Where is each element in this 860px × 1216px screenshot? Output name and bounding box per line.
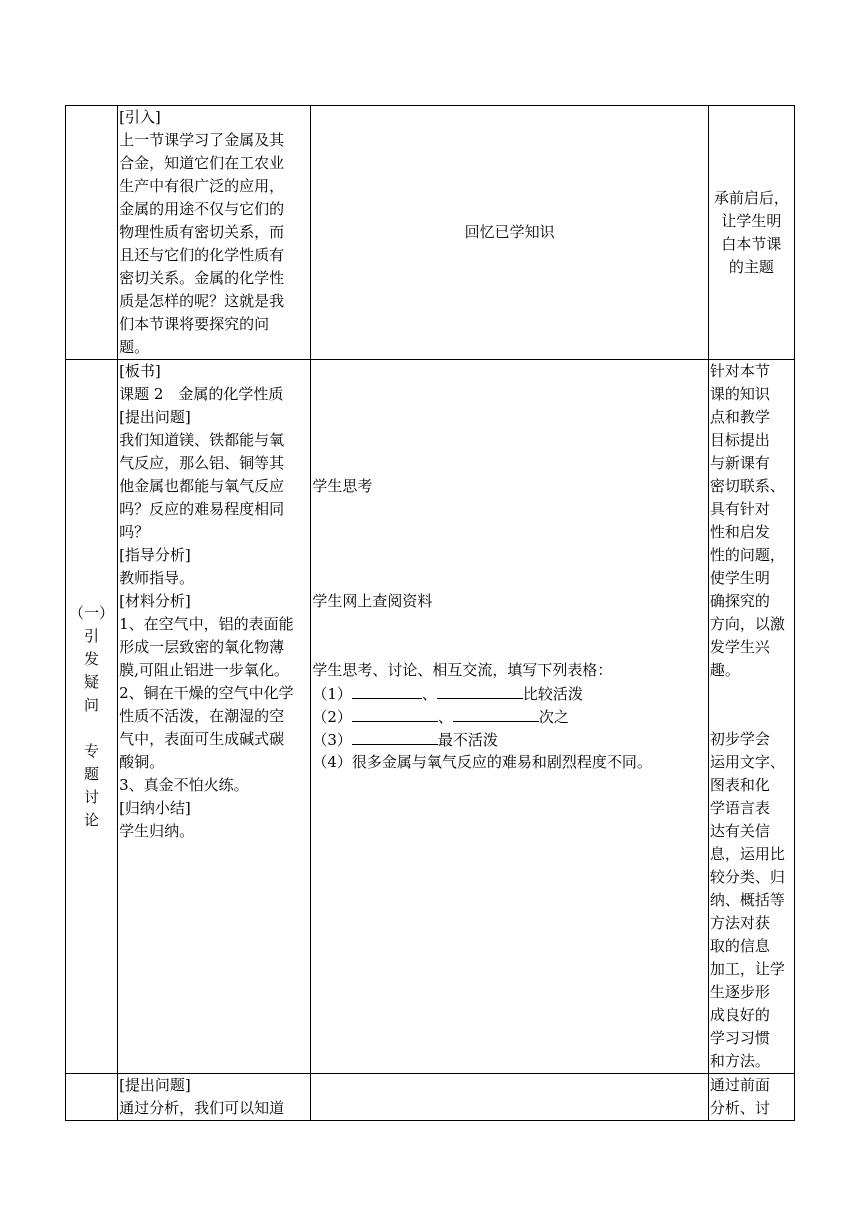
stage-cell-empty xyxy=(66,1074,118,1121)
text-line: 且还与它们的化学性质有 xyxy=(119,246,285,264)
item-suffix: 次之 xyxy=(538,708,569,726)
text-line: 课题 2 金属的化学性质 xyxy=(119,385,284,403)
stage-char: 疑 xyxy=(84,672,100,691)
design-intent-cell xyxy=(708,360,794,1074)
text-line: 2、铜在干燥的空气中化学 xyxy=(119,684,294,702)
student-activity-text: 回忆已学知识 xyxy=(464,223,555,241)
table-row xyxy=(66,106,795,360)
blank-field[interactable] xyxy=(352,728,438,745)
text-line: [提出问题] xyxy=(119,1076,191,1094)
design-intent-cell xyxy=(708,1074,794,1121)
text-line: 学语言表 xyxy=(709,799,770,817)
student-activity-cell xyxy=(311,1074,709,1121)
fill-item-4: （4）很多金属与氧气反应的难易和剧烈程度不同。 xyxy=(312,753,652,771)
text-line: 密切联系、 xyxy=(709,477,785,495)
text-line: 膜,可阻止铝进一步氧化。 xyxy=(119,661,289,679)
fill-item-3 xyxy=(312,728,498,752)
text-line: 成良好的 xyxy=(709,1006,770,1024)
text-line: 合金，知道它们在工农业 xyxy=(119,154,285,172)
text-line: 3、真金不怕火练。 xyxy=(119,776,249,794)
fill-item-2 xyxy=(312,705,569,729)
teacher-activity-cell xyxy=(118,106,311,360)
text-line: 运用文字、 xyxy=(709,753,785,771)
blank-field[interactable] xyxy=(352,682,422,699)
text-line: 让学生明 xyxy=(721,211,782,230)
text-line: 吗？ xyxy=(119,523,150,541)
text-line: 生逐步形 xyxy=(709,983,770,1001)
text-line: 纳、概括等 xyxy=(709,891,785,909)
text-line: 吗？反应的难易程度相同 xyxy=(119,500,285,518)
text-line: 上一节课学习了金属及其 xyxy=(119,131,285,149)
blank-field[interactable] xyxy=(437,682,523,699)
stage-char: 讨 xyxy=(84,787,100,806)
text-line: 息，运用比 xyxy=(709,845,785,863)
text-line: [提出问题] xyxy=(119,408,191,426)
text-line: 和方法。 xyxy=(709,1052,770,1070)
stage-char: 题 xyxy=(84,764,100,783)
text-line: 目标提出 xyxy=(709,431,770,449)
student-activity-cell xyxy=(311,106,709,360)
text-line: 使学生明 xyxy=(709,569,770,587)
text-line: 物理性质有密切关系，而 xyxy=(119,223,285,241)
stage-char: 专 xyxy=(84,741,100,760)
student-discuss-text: 学生思考、讨论、相互交流，填写下列表格： xyxy=(312,661,613,679)
text-line: 通过分析，我们可以知道 xyxy=(119,1099,285,1117)
item-sep: 、 xyxy=(421,685,437,703)
text-line: 性和启发 xyxy=(709,523,770,541)
text-line: 达有关信 xyxy=(709,822,770,840)
text-line: 取的信息 xyxy=(709,937,770,955)
text-line: 加工，让学 xyxy=(709,960,785,978)
blank-field[interactable] xyxy=(453,705,539,722)
item-suffix: 最不活泼 xyxy=(437,731,498,749)
text-line: [归纳小结] xyxy=(119,799,191,817)
text-line: 较分类、归 xyxy=(709,868,785,886)
text-line: 生产中有很广泛的应用， xyxy=(119,177,285,195)
teacher-activity-cell xyxy=(118,360,311,1074)
text-line: 性的问题， xyxy=(709,546,785,564)
stage-char: （一） xyxy=(69,603,115,622)
text-line: 我们知道镁、铁都能与氧 xyxy=(119,431,285,449)
item-sep: 、 xyxy=(437,708,453,726)
student-search-text: 学生网上查阅资料 xyxy=(312,592,433,610)
stage-cell xyxy=(66,360,118,1074)
text-line: 学生归纳。 xyxy=(119,822,195,840)
text-line: [板书] xyxy=(119,362,161,380)
item-prefix: （2） xyxy=(312,708,352,726)
spacer xyxy=(710,682,793,705)
text-line: 分析、讨 xyxy=(709,1099,770,1117)
text-line: 题。 xyxy=(119,338,150,356)
text-line: 针对本节 xyxy=(709,362,770,380)
stage-char: 发 xyxy=(84,649,100,668)
stage-char: 论 xyxy=(84,810,100,829)
text-line: 白本节课 xyxy=(721,234,782,253)
text-line: 课的知识 xyxy=(709,385,770,403)
design-intent-cell xyxy=(708,106,794,360)
text-line: [指导分析] xyxy=(119,546,191,564)
text-line: 趣。 xyxy=(709,661,740,679)
text-line: 们本节课将要探究的问 xyxy=(119,315,270,333)
table-row xyxy=(66,1074,795,1121)
item-prefix: （3） xyxy=(312,731,352,749)
text-line: 学习习惯 xyxy=(709,1029,770,1047)
text-line: 方向，以激 xyxy=(709,615,785,633)
item-suffix: 比较活泼 xyxy=(522,685,583,703)
text-line: 酸铜。 xyxy=(119,753,165,771)
stage-cell-empty xyxy=(66,106,118,360)
text-line: 方法对获 xyxy=(709,914,770,932)
spacer xyxy=(710,705,793,728)
text-line: 图表和化 xyxy=(709,776,770,794)
text-line: 气反应，那么铝、铜等其 xyxy=(119,454,285,472)
blank-field[interactable] xyxy=(352,705,438,722)
text-line: 与新课有 xyxy=(709,454,770,472)
text-line: 初步学会 xyxy=(709,730,770,748)
text-line: 发学生兴 xyxy=(709,638,770,656)
text-line: 教师指导。 xyxy=(119,569,195,587)
text-line: [引入] xyxy=(119,108,161,126)
lesson-plan-table xyxy=(65,105,795,1121)
text-line: 确探究的 xyxy=(709,592,770,610)
text-line: 的主题 xyxy=(728,257,774,276)
text-line: 金属的用途不仅与它们的 xyxy=(119,200,285,218)
stage-char: 问 xyxy=(84,695,100,714)
text-line: 他金属也都能与氧气反应 xyxy=(119,477,285,495)
student-think-text: 学生思考 xyxy=(312,477,373,495)
teacher-activity-cell xyxy=(118,1074,311,1121)
text-line: 性质不活泼，在潮湿的空 xyxy=(119,707,285,725)
text-line: 承前启后， xyxy=(713,188,789,207)
text-line: 气中，表面可生成碱式碳 xyxy=(119,730,285,748)
text-line: 点和教学 xyxy=(709,408,770,426)
text-line: 质是怎样的呢？这就是我 xyxy=(119,292,285,310)
text-line: 1、在空气中，铝的表面能 xyxy=(119,615,294,633)
stage-gap xyxy=(67,717,116,740)
item-prefix: （1） xyxy=(312,685,352,703)
text-line: 通过前面 xyxy=(709,1076,770,1094)
table-row xyxy=(66,360,795,1074)
text-line: 形成一层致密的氧化物薄 xyxy=(119,638,285,656)
text-line: [材料分析] xyxy=(119,592,191,610)
stage-char: 引 xyxy=(84,626,100,645)
text-line: 密切关系。金属的化学性 xyxy=(119,269,285,287)
student-activity-cell xyxy=(311,360,709,1074)
fill-item-1 xyxy=(312,682,583,706)
text-line: 具有针对 xyxy=(709,500,770,518)
